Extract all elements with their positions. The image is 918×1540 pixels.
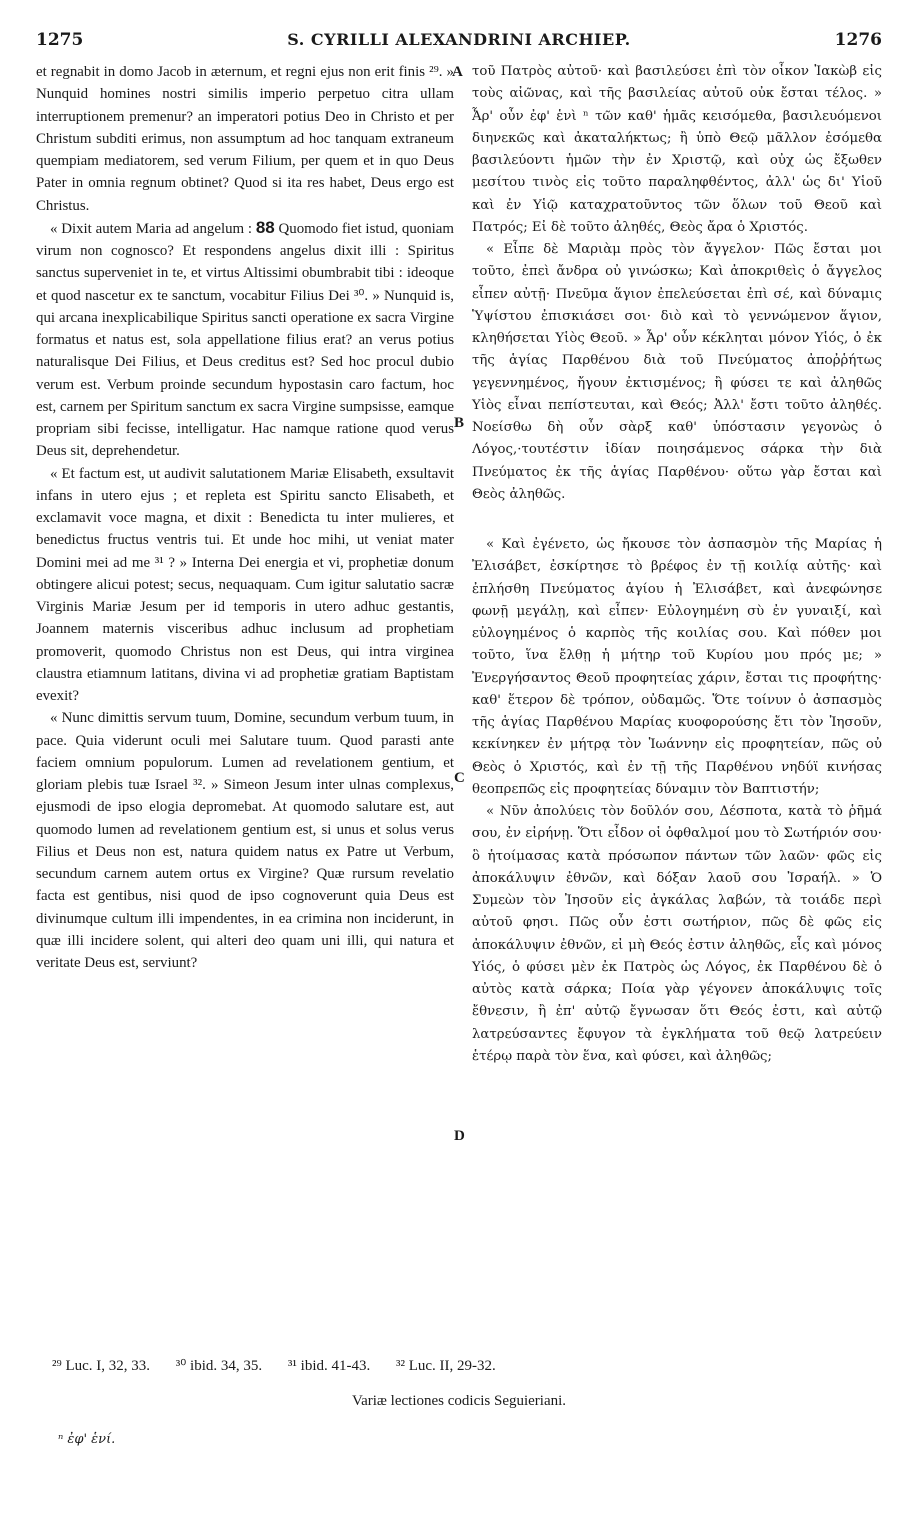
page-number-left: 1275 xyxy=(36,30,84,50)
greek-paragraph-3: « Καὶ ἐγένετο, ὡς ἤκουσε τὸν ἀσπασμὸν τῆς Μαρίας ἡ Ἐλισάβετ, ἐσκίρτησε τὸ βρέφος ἐν τῇ κοιλίᾳ αὐτῆς· καὶ ἐπλήσθη Πνεύματος ἁγίου ἡ Ἐλισάβετ, καὶ ἀνεφώνησε φωνῇ μεγάλῃ, καὶ εἶπεν· Εὐλογημένη σὺ ἐν γυναιξί, καὶ εὐλογημένος ὁ καρπὸς τῆς κοιλίας σου. Καὶ πόθεν μοι τοῦτο, ἵνα ἔλθῃ ἡ μήτηρ τοῦ Κυρίου μου πρός με; » Ἐνεργήσαντος Θεοῦ προφητείας χάριν, ἔσται τις προφήτης· καθ' ἕτερον δὲ τρόπον, οὐδαμῶς. Ὅτε τοίνυν ὁ ἀσπασμὸς τῆς ἁγίας Παρθένου Μαρίας κυοφορούσης ἔτι τὸν Ἰησοῦν, κεκίνηκεν ἐν μήτρᾳ τὸν Ἰωάννην εἰς προφητείαν, πῶς οὐ Θεὸς ὁ Χριστός, καὶ ἐν τῇ τῆς Παρθένου νηδύϊ κινήσας θεοπρεπῶς εἰς προφητείας δύναμιν τὸν Βαπτιστήν; xyxy=(472,537,882,797)
page-number-right: 1276 xyxy=(834,30,882,50)
latin-paragraph-3: « Et factum est, ut audivit salutationem Mariæ Elisabeth, exsultavit infans in utero ejus ; et repleta est Spiritu sancto Elisabeth, et exclamavit voce magna, et dixit : Benedicta tu inter mulieres, et benedictus fructus ventris tui. Et unde hoc mihi, ut veniat mater Domini mei ad me ³¹ ? » Interna Dei energia et vi, prophetiæ donum obtingere alicui potest; secus, nequaquam. Cum igitur salutatio sacræ Virginis Mariæ Jesum per id temporis in utero adhuc gestantis, Joannem maternis visceribus adhuc inclusum ad prophetiam promoverit, quomodo Christus non est Deus, qui intra virgineа claustra etiamnum latitans, divina vi ad prophetiæ gratiam Baptistam evexit? xyxy=(36,465,454,704)
latin-column xyxy=(36,61,454,974)
footnote-30: ³⁰ ibid. 34, 35. xyxy=(175,1358,263,1374)
section-number: 88 xyxy=(255,217,275,237)
footnote-29: ²⁹ Luc. I, 32, 33. xyxy=(52,1358,151,1374)
footnote-32: ³² Luc. II, 29-32. xyxy=(395,1358,496,1374)
latin-paragraph-2 xyxy=(36,217,454,463)
latin-paragraph-4: « Nunc dimittis servum tuum, Domine, secundum verbum tuum, in pace. Quia viderunt oculi mei Salutare tuum. Quod parasti ante faciem omnium populorum. Lumen ad revelationem gentium, et gloriam plebis tuæ Israel ³². » Simeon Jesum inter ulnas complexus, ejusmodi de ipso elogia depromebat. At quomodo salutare est, aut quomodo lumen ad revelationem gentium est, si unus et solus verus Filius et Deus non est, natura quidem natus ex Patre ut Verbum, secundum carnem autem ortus ex Virgine? Quæ rursum revelatio facta est gentibus, nisi quod de ipso cognoverunt quia Deus est divinumque cultum illi impendentes, in ea crimina non inciderunt, in quæ illi incidere solent, qui alteri deo quam uni illi, qui natura et veritate Deus est, serviunt? xyxy=(36,710,454,971)
margin-letter-d: D xyxy=(454,1128,465,1144)
latin-paragraph-2-start: « Dixit autem Maria ad angelum : xyxy=(50,220,256,237)
page-header xyxy=(36,30,882,54)
greek-paragraph-2: « Εἶπε δὲ Μαριὰμ πρὸς τὸν ἄγγελον· Πῶς ἔσται μοι τοῦτο, ἐπεὶ ἄνδρα οὐ γινώσκω; Καὶ ἀποκριθεὶς ὁ ἄγγελος εἶπεν αὐτῇ· Πνεῦμα ἅγιον ἐπελεύσεται ἐπὶ σέ, καὶ δύναμις Ὑψίστου ἐπισκιάσει σοι· διὸ καὶ τὸ γεννώμενον ἅγιον, κληθήσεται Υἱὸς Θεοῦ. » Ἆρ' οὖν κέκληται μόνον Υἱός, ὁ ἐκ τῆς ἁγίας Παρθένου διὰ τοῦ Πνεύματος ἀποῤῥήτως γεγεννημένος, ἤγουν ἐκτισμένος; ἢ φύσει τε καὶ ἀληθῶς Υἱὸς εἶναι πεπίστευται, καὶ Θεός; Ἀλλ' ἔστι τοῦτο ἀληθές. Νοείσθω δὴ οὖν σὰρξ καθ' ὑπόστασιν γεγονὼς ὁ Λόγος,·τουτέστιν ἰδίαν ποιησάμενος σάρκα τὴν διὰ Πνεύματος ἐκ τῆς ἁγίας Παρθένου· οὕτω γὰρ ἔσται καὶ Θεὸς ἀληθῶς. xyxy=(472,242,882,502)
footnotes xyxy=(52,1356,878,1375)
variant-reading-note: ⁿ ἐφ' ἑνί. xyxy=(58,1432,116,1447)
greek-paragraph-4: « Νῦν ἀπολύεις τὸν δοῦλόν σου, Δέσποτα, κατὰ τὸ ῥῆμά σου, ἐν εἰρήνῃ. Ὅτι εἶδον οἱ ὀφθαλμοί μου τὸ Σωτήριόν σου· ὃ ἡτοίμασας κατὰ πρόσωπον πάντων τῶν λαῶν· φῶς εἰς ἀποκάλυψιν ἐθνῶν, καὶ δόξαν λαοῦ σου Ἰσραήλ. » Ὁ Συμεὼν τὸν Ἰησοῦν εἰς ἀγκάλας λαβών, τὰ τοιάδε περὶ αὐτοῦ φησι. Πῶς οὖν ἐστι σωτήριον, πῶς δὲ φῶς εἰς ἀποκάλυψιν ἐθνῶν, εἰ μὴ Θεός ἐστιν ἀληθῶς, εἷς καὶ μόνος Υἱός, ὁ φύσει μὲν ἐκ Πατρὸς ὡς Λόγος, ἐκ Παρθένου δὲ ὁ αὐτὸς κατὰ σάρκα; Ποία γὰρ γέγονεν ἀποκάλυψις τοῖς ἔθνεσιν, ἢ ἐπ' αὐτῷ ἔγνωσαν ὅτι Θεός ἐστι, καὶ αὐτῷ λατρεύσαντες ἔφυγον τὰ ἐγκλήματα τοῦ θεῷ λατρεύειν ἑτέρῳ παρὰ τὸν ἕνα, καὶ φύσει, καὶ ἀληθῶς; xyxy=(472,804,882,1064)
margin-letter-c: C xyxy=(454,770,465,786)
margin-letter-a: A xyxy=(452,64,463,80)
variant-readings-heading: Variæ lectiones codicis Seguieriani. xyxy=(351,1393,567,1409)
greek-column xyxy=(472,61,882,1068)
latin-paragraph-2-rest: Quomodo fiet istud, quoniam virum non cognosco? Et respondens angelus dixit illi : Spiritus sanctus superveniet in te, et virtus Altissimi obumbrabit tibi : ideoque et quod nascetur ex te sanctum, vocabitur Filius Dei ³⁰. » Nunquid is, qui arcana inexplicabilique Spiritus sancti operatione ex sacra Virgine formatus et natus est, sola appellatione filius erat? an verus potius naturalisque Dei Filius, et Deus creditus est? Sed hoc procul dubio verum est. Verbum proinde secundum hypostasin caro factum, hoc est, carnem per Spiritum sanctum ex sacra Virgine sumpsisse, eamque propriam sibi fecisse, intelligatur. Hac namque ratione quod verus Deus sit, deprehendetur. xyxy=(36,220,454,460)
margin-letter-b: B xyxy=(454,415,465,431)
greek-paragraph-1: τοῦ Πατρὸς αὐτοῦ· καὶ βασιλεύσει ἐπὶ τὸν οἶκον Ἰακὼβ εἰς τοὺς αἰῶνας, καὶ τῆς βασιλείας αὐτοῦ οὐκ ἔσται τέλος. » Ἆρ' οὖν ἐφ' ἑνὶ ⁿ τῶν καθ' ἡμᾶς κεισόμεθα, βασιλευόμενοι διηνεκῶς καὶ ἀκαταλήκτως; ἢ ὑπὸ Θεῷ μᾶλλον ἐσόμεθα βασιλεύοντι ἡμῶν τὴν ἐν Χριστῷ, καὶ οὐχ ὡς ἔξωθεν μεσίτου τινὸς εἰς τοῦτο παραληφθέντος, ἀλλ' ὡς δι' Υἱοῦ καὶ ἐν Υἱῷ καταχρατοῦντος τῶν ὅλων τοῦ Θεοῦ καὶ Πατρός; Εἰ δὲ τοῦτο ἀληθές, Θεὸς ἄρα ὁ Χριστός. xyxy=(472,64,882,235)
running-title: S. CYRILLI ALEXANDRINI ARCHIEP. xyxy=(287,30,631,49)
latin-paragraph-1: et regnabit in domo Jacob in æternum, et regni ejus non erit finis ²⁹. » Nunquid homines nostri similis imperio perpetuo citra ullam interruptionem premenur? an imperatori potius Deo in Christo et per Christum subditi erimus, non assumptum ad hoc tanquam extraneum quempiam mediatorem, sed verum Filium, per quem et in quo Deus Pater in omnia regnum obtinet? Quod si ita res habet, Deus ergo est Christus. xyxy=(36,64,454,214)
footnote-31: ³¹ ibid. 41-43. xyxy=(287,1358,371,1374)
